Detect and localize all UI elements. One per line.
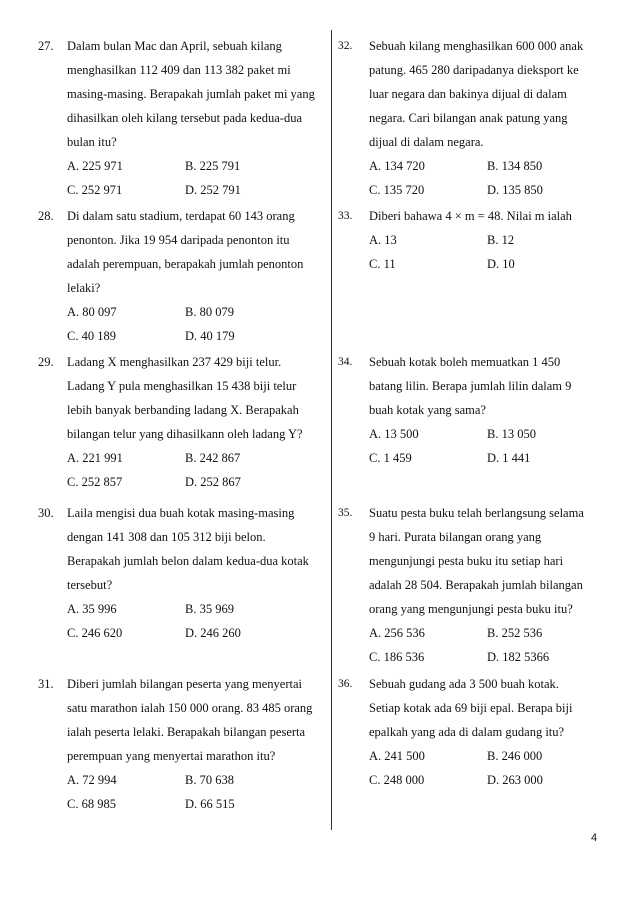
answer-option: D. 135 850 — [487, 183, 543, 197]
question-text-line: mengunjungi pesta buku itu setiap hari — [369, 554, 564, 568]
question-number: 35. — [338, 507, 353, 519]
answer-options-row — [67, 470, 329, 494]
answer-option: C. 40 189 — [67, 329, 116, 343]
answer-option: C. 248 000 — [369, 773, 425, 787]
question-body — [369, 34, 631, 202]
question-body — [369, 672, 631, 792]
question-text-line: penonton. Jika 19 954 daripada penonton itu — [67, 233, 290, 247]
question-number: 34. — [338, 356, 353, 368]
answer-options-row — [67, 324, 329, 348]
question-body — [67, 204, 329, 348]
question-text-line: luar negara dan bakinya dijual di dalam — [369, 87, 567, 101]
answer-options-row — [67, 154, 329, 178]
answer-option: B. 70 638 — [185, 773, 234, 787]
question-text-line: buah kotak yang sama? — [369, 403, 486, 417]
question-text-line: perempuan yang menyertai marathon itu? — [67, 749, 276, 763]
question-text-line: lelaki? — [67, 281, 101, 295]
answer-options-row — [369, 446, 631, 470]
answer-options-row — [67, 621, 329, 645]
answer-option: D. 252 867 — [185, 475, 241, 489]
question-text-line: Ladang Y pula menghasilkan 15 438 biji telur — [67, 379, 297, 393]
answer-option: B. 225 791 — [185, 159, 241, 173]
answer-option: D. 66 515 — [185, 797, 235, 811]
answer-options-row — [369, 154, 631, 178]
answer-option: B. 13 050 — [487, 427, 536, 441]
question-number: 29. — [38, 355, 54, 369]
answer-option: D. 1 441 — [487, 451, 531, 465]
answer-option: A. 225 971 — [67, 159, 123, 173]
question-text-line: dengan 141 308 dan 105 312 biji belon. — [67, 530, 266, 544]
page-number: 4 — [591, 832, 598, 844]
question-text-line: Berapakah jumlah belon dalam kedua-dua kotak — [67, 554, 309, 568]
question-text-line: 9 hari. Purata bilangan orang yang — [369, 530, 542, 544]
question-text-line: ialah peserta lelaki. Berapakah bilangan peserta — [67, 725, 306, 739]
question-body — [67, 34, 329, 202]
answer-option: A. 13 500 — [369, 427, 419, 441]
answer-option: C. 246 620 — [67, 626, 123, 640]
answer-options-row — [67, 446, 329, 470]
question-text-line: masing-masing. Berapakah jumlah paket mi yang — [67, 87, 315, 101]
question-body — [369, 204, 631, 276]
answer-options-row — [67, 792, 329, 816]
answer-options-row — [67, 178, 329, 202]
question-text-line: Suatu pesta buku telah berlangsung selama — [369, 506, 584, 520]
answer-option: C. 1 459 — [369, 451, 412, 465]
answer-option: A. 221 991 — [67, 451, 123, 465]
question-number: 36. — [338, 678, 353, 690]
answer-option: A. 241 500 — [369, 749, 425, 763]
answer-option: D. 10 — [487, 257, 515, 271]
answer-option: D. 252 791 — [185, 183, 241, 197]
answer-options-row — [369, 768, 631, 792]
answer-option: A. 134 720 — [369, 159, 425, 173]
question-text-line: adalah 28 504. Berapakah jumlah bilangan — [369, 578, 583, 592]
question-number: 27. — [38, 39, 54, 53]
question-text-line: tersebut? — [67, 578, 113, 592]
answer-options-row — [369, 621, 631, 645]
question-number: 30. — [38, 506, 54, 520]
question-text-line: adalah perempuan, berapakah jumlah penonton — [67, 257, 304, 271]
question-body — [67, 672, 329, 816]
answer-options-row — [67, 300, 329, 324]
answer-option: D. 182 5366 — [487, 650, 550, 664]
answer-option: C. 135 720 — [369, 183, 425, 197]
answer-option: D. 263 000 — [487, 773, 543, 787]
answer-option: B. 242 867 — [185, 451, 241, 465]
answer-option: D. 246 260 — [185, 626, 241, 640]
question-text-line: orang yang mengunjungi pesta buku itu? — [369, 602, 573, 616]
answer-option: A. 13 — [369, 233, 397, 247]
answer-option: A. 256 536 — [369, 626, 425, 640]
answer-options-row — [369, 228, 631, 252]
answer-options-row — [67, 597, 329, 621]
question-text-line: Sebuah kotak boleh memuatkan 1 450 — [369, 355, 561, 369]
answer-options-row — [369, 252, 631, 276]
question-text-line: satu marathon ialah 150 000 orang. 83 485 orang — [67, 701, 313, 715]
answer-option: B. 252 536 — [487, 626, 543, 640]
answer-option: D. 40 179 — [185, 329, 235, 343]
answer-options-row — [369, 744, 631, 768]
question-text-line: Diberi bahawa 4 × m = 48. Nilai m ialah — [369, 209, 572, 223]
question-body — [369, 501, 631, 669]
answer-option: C. 252 857 — [67, 475, 123, 489]
answer-options-row — [369, 422, 631, 446]
question-text-line: menghasilkan 112 409 dan 113 382 paket mi — [67, 63, 291, 77]
question-text-line: Diberi jumlah bilangan peserta yang menyertai — [67, 677, 302, 691]
answer-option: B. 246 000 — [487, 749, 543, 763]
answer-option: B. 80 079 — [185, 305, 234, 319]
answer-option: B. 134 850 — [487, 159, 543, 173]
answer-option: B. 35 969 — [185, 602, 234, 616]
question-number: 32. — [338, 40, 353, 52]
question-text-line: Di dalam satu stadium, terdapat 60 143 orang — [67, 209, 295, 223]
answer-options-row — [369, 645, 631, 669]
question-text-line: bilangan telur yang dihasilkann oleh ladang Y? — [67, 427, 303, 441]
question-text-line: patung. 465 280 daripadanya dieksport ke — [369, 63, 579, 77]
question-number: 33. — [338, 210, 353, 222]
question-number: 28. — [38, 209, 54, 223]
answer-option: A. 35 996 — [67, 602, 117, 616]
question-body — [67, 501, 329, 645]
answer-option: C. 68 985 — [67, 797, 116, 811]
answer-option: C. 252 971 — [67, 183, 123, 197]
question-text-line: Ladang X menghasilkan 237 429 biji telur. — [67, 355, 282, 369]
question-text-line: dijual di dalam negara. — [369, 135, 484, 149]
question-text-line: Sebuah kilang menghasilkan 600 000 anak — [369, 39, 584, 53]
answer-options-row — [67, 768, 329, 792]
question-text-line: batang lilin. Berapa jumlah lilin dalam 9 — [369, 379, 572, 393]
question-text-line: lebih banyak berbanding ladang X. Berapakah — [67, 403, 299, 417]
answer-option: C. 186 536 — [369, 650, 425, 664]
answer-option: A. 72 994 — [67, 773, 117, 787]
question-text-line: epalkah yang ada di dalam gudang itu? — [369, 725, 565, 739]
question-text-line: negara. Cari bilangan anak patung yang — [369, 111, 568, 125]
question-number: 31. — [38, 677, 54, 691]
question-text-line: bulan itu? — [67, 135, 117, 149]
question-text-line: dihasilkan oleh kilang tersebut pada kedua-dua — [67, 111, 302, 125]
answer-option: A. 80 097 — [67, 305, 117, 319]
column-divider — [331, 30, 332, 830]
answer-option: B. 12 — [487, 233, 515, 247]
question-body — [369, 350, 631, 470]
question-text-line: Sebuah gudang ada 3 500 buah kotak. — [369, 677, 559, 691]
answer-option: C. 11 — [369, 257, 396, 271]
question-text-line: Laila mengisi dua buah kotak masing-masing — [67, 506, 295, 520]
question-body — [67, 350, 329, 494]
answer-options-row — [369, 178, 631, 202]
question-text-line: Dalam bulan Mac dan April, sebuah kilang — [67, 39, 282, 53]
question-text-line: Setiap kotak ada 69 biji epal. Berapa biji — [369, 701, 573, 715]
